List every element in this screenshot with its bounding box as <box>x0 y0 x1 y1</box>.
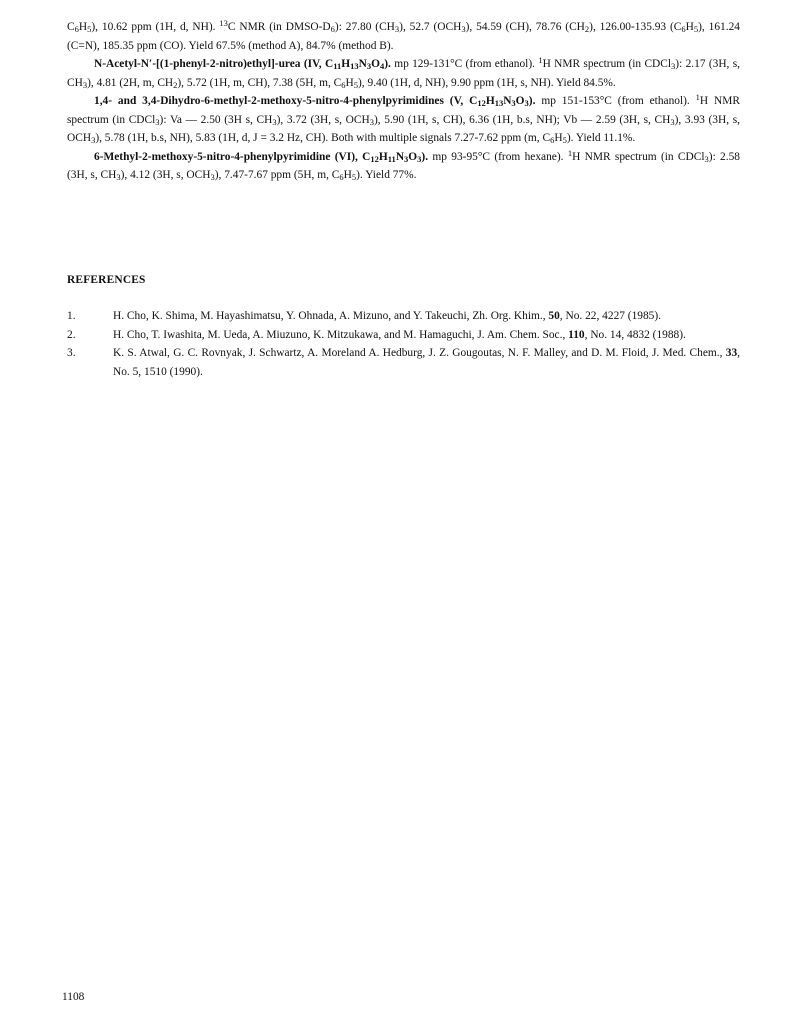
text-run: 5 <box>562 135 567 145</box>
text-run: 6 <box>681 24 686 34</box>
text-run: ): 2.17 (3H, s, CH <box>67 58 741 89</box>
text-run: 3 <box>272 116 277 127</box>
text-run: 1 <box>567 147 573 158</box>
text-run: N-Acetyl-N′-[(1-phenyl-2-nitro)ethyl]-urea (IV, C <box>94 58 334 70</box>
text-run: 13 <box>494 98 504 108</box>
text-run: 11 <box>387 153 396 164</box>
text-run: 5 <box>353 79 359 90</box>
text-run: 13 <box>350 61 359 71</box>
text-run: 3 <box>461 24 466 34</box>
references-list <box>67 307 740 381</box>
text-run: 1 <box>538 55 543 65</box>
text-run: 5 <box>87 24 92 34</box>
text-run: 6 <box>341 79 346 90</box>
text-run: 6-Methyl-2-methoxy-5-nitro-4-phenylpyrimidine (VI), C <box>94 150 371 163</box>
text-run: ): Va — 2.50 (3H s, CH <box>159 113 273 126</box>
text-run: , No. 22, 4227 (1985). <box>559 310 662 322</box>
text-run: H <box>685 21 694 33</box>
text-run: 3 <box>210 172 215 182</box>
text-run: 6 <box>74 24 79 34</box>
text-run: H NMR spectrum (in CDCl <box>542 58 672 70</box>
text-run: 3 <box>704 153 709 164</box>
reference-item <box>67 326 740 345</box>
text-run: 4 <box>379 61 385 71</box>
text-run: 33 <box>725 347 738 359</box>
text-run: 3 <box>511 98 516 108</box>
text-run: H <box>345 76 354 89</box>
text-run: 6 <box>330 24 335 34</box>
text-run: H NMR spectrum (in CDCl <box>67 95 740 126</box>
text-run: 3 <box>369 116 374 127</box>
text-run: ), 5.90 (1H, s, CH), 6.36 (1H, b.s, NH); Vb — 2.59 (3H, s, CH <box>373 113 671 126</box>
text-run: ), 3.93 (3H, s, OCH <box>67 113 741 144</box>
reference-number: 1. <box>67 310 76 322</box>
text-run: 3 <box>417 153 422 164</box>
text-run: 110 <box>568 328 585 341</box>
text-run: N <box>358 58 367 70</box>
paragraph-compound-vi <box>67 148 740 185</box>
text-run: , No. 14, 4832 (1988). <box>584 328 686 341</box>
text-run: H <box>485 95 495 107</box>
paragraph-compound-iv <box>67 55 740 92</box>
text-run: H NMR spectrum (in CDCl <box>572 150 705 163</box>
text-run: mp 93-95°C (from hexane). <box>428 150 568 163</box>
reference-item <box>67 307 740 326</box>
text-run: ). <box>384 58 391 70</box>
text-run: mp 151-153°C (from ethanol). <box>535 95 696 107</box>
experimental-text <box>67 18 740 185</box>
text-run: ), 7.47-7.67 ppm (5H, m, C <box>214 169 340 181</box>
text-run: H <box>343 169 352 181</box>
text-run: ), 4.81 (2H, m, CH <box>87 76 174 89</box>
text-run: , No. 5, 1510 (1990). <box>113 347 740 378</box>
text-run: 3 <box>670 116 675 127</box>
text-run: 5 <box>693 24 699 34</box>
text-run: O <box>371 58 380 70</box>
paragraph-cont-13c-nmr <box>67 18 740 55</box>
reference-item <box>67 344 740 381</box>
page-number: 1108 <box>62 991 85 1003</box>
text-run: ), 4.12 (3H, s, OCH <box>120 169 211 181</box>
text-run: 6 <box>550 135 555 145</box>
text-run: H <box>554 132 563 144</box>
text-run: ), 9.40 (1H, d, NH), 9.90 ppm (1H, s, NH). Yield 84.5%. <box>358 76 616 89</box>
text-run: 2 <box>173 79 178 90</box>
reference-number: 3. <box>67 347 76 359</box>
text-run: C <box>67 21 75 33</box>
text-run: 1 <box>695 92 700 102</box>
text-run: 12 <box>370 153 379 164</box>
text-run: 1,4- and 3,4-Dihydro-6-methyl-2-methoxy-5-nitro-4-phenylpyrimidines (V, C <box>94 95 478 107</box>
text-run: 3 <box>524 98 529 108</box>
reference-text <box>113 307 740 326</box>
text-run: C NMR (in DMSO-D <box>227 21 331 33</box>
text-run: ). <box>421 150 429 163</box>
text-run: 3 <box>116 172 121 182</box>
text-run: ), 52.7 (OCH <box>399 21 462 33</box>
text-run: 3 <box>394 24 400 34</box>
text-run: 3 <box>404 153 409 164</box>
text-run: 3 <box>82 79 88 90</box>
text-run: 5 <box>351 172 357 182</box>
text-run: ), 161.24 (C=N), 185.35 ppm (CO). Yield 67.5% (method A), 84.7% (method B). <box>67 21 740 52</box>
text-run: ): 27.80 (CH <box>334 21 395 33</box>
text-run: N <box>395 150 405 163</box>
reference-number: 2. <box>67 328 76 341</box>
text-run: 11 <box>333 61 342 71</box>
text-run: ). <box>528 95 536 107</box>
text-run: H. Cho, T. Iwashita, M. Ueda, A. Miuzuno, K. Mitzukawa, and M. Hamaguchi, J. Am. Chem. Soc., <box>113 328 569 341</box>
reference-text <box>113 326 740 345</box>
text-run: ), 54.59 (CH), 78.76 (CH <box>465 21 585 33</box>
text-run: ): 2.58 (3H, s, CH <box>67 150 740 181</box>
text-run: 3 <box>91 135 96 145</box>
text-run: ), 3.72 (3H, s, OCH <box>276 113 370 126</box>
text-run: ). Yield 77%. <box>356 169 417 181</box>
text-run: 50 <box>548 310 560 322</box>
text-run: O <box>515 95 525 107</box>
text-run: H <box>341 58 351 70</box>
text-run: H. Cho, K. Shima, M. Hayashimatsu, Y. Ohnada, A. Mizuno, and Y. Takeuchi, Zh. Org. Khim., <box>113 310 549 322</box>
text-run: mp 129-131°C (from ethanol). <box>390 58 539 70</box>
text-run: 3 <box>671 61 676 71</box>
text-run: ), 5.78 (1H, b.s, NH), 5.83 (1H, d, J = 3.2 Hz, CH). Both with multiple signals 7.27-7.62 ppm (m, C <box>95 132 551 144</box>
text-run: 12 <box>477 98 486 108</box>
text-run: ), 5.72 (1H, m, CH), 7.38 (5H, m, C <box>177 76 342 89</box>
text-run: 3 <box>366 61 372 71</box>
text-run: O <box>408 150 418 163</box>
text-run: ). Yield 11.1%. <box>566 132 636 144</box>
text-run: 13 <box>219 18 228 28</box>
text-run: H <box>78 21 88 33</box>
text-run: H <box>378 150 388 163</box>
paragraph-compound-v <box>67 92 740 148</box>
references-heading: REFERENCES <box>67 274 146 286</box>
text-run: ), 10.62 ppm (1H, d, NH). <box>91 21 220 33</box>
text-run: N <box>503 95 512 107</box>
text-run: 3 <box>155 116 160 127</box>
text-run: 2 <box>584 24 590 34</box>
reference-text <box>113 344 740 381</box>
text-run: 6 <box>339 172 344 182</box>
text-run: K. S. Atwal, G. C. Rovnyak, J. Schwartz, A. Moreland A. Hedburg, J. Z. Gougoutas, N. F. Malley, and D. M. Floid, J. Med. Chem., <box>113 347 726 359</box>
text-run: ), 126.00-135.93 (C <box>589 21 682 33</box>
